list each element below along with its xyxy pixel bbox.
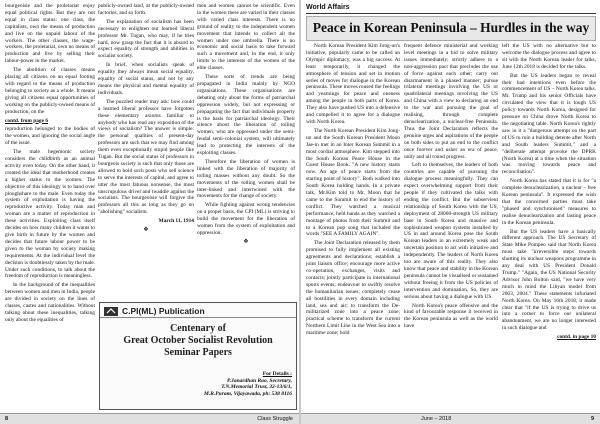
contact-address: T.N.Memorial Trust, 32-13/6/1, (221, 384, 292, 391)
paragraph: North Korea's peace offensive and the kind of favourable response it received in the Korean peninsula as well as the world have (404, 302, 498, 330)
contact-name: P.Janardhan Rao, Secretary, (227, 377, 292, 384)
right-column-2 (404, 43, 498, 403)
ad-title-line-3: Seminar Papers (164, 347, 232, 358)
publisher-name: C.PI(ML) Publication (122, 306, 205, 316)
paragraph: reproduction belonged to the bodies of the women, and ignoring the social angle of the issue. (5, 126, 95, 147)
paragraph: But the US leaders began to reveal their bad intentions even before the commencement of US – North Korea talks. Mr. Trump and his senior Officials have circulated the view that it is tough US policy towards North Korea, designed for pressure on China drove North Korea to the negotiating table. North Korea's rightly saw in it a "dangerous attempt on the part of US to ruin a building detente after North and South leaders Summit," and a "deliberate attempt provoke the DPRK (North Korea) at a time when the situation was moving towards peace and reconciliation". (502, 72, 596, 176)
paragraph: left the US with no alternative but to welcome the dialogue process and agree to sit with the North Korean leader for talks, June 12th 2018 is decided for the talks. (502, 43, 596, 70)
page-number: 9 (590, 416, 594, 422)
paragraph: In brief, when socialists speak of equality they always mean social equality, equality of social status, and not by any means the physical and mental equality of individuals. (98, 62, 194, 96)
section-separator-icon: ❖ (143, 227, 149, 234)
paragraph: bourgeoisie and the proletariat enjoy equal political rights. But they are not equal in class status: one class, the capitalists, own the means of production and live on the unpaid labour of the workers. The other classes, the wage-workers, the proletariat, own no means of production and live by selling their labour-power in the market. (5, 3, 95, 65)
right-column-1 (306, 43, 400, 403)
paragraph: These sorts of trends are being propagated in India mainly by NGO organisations. These organisations are debating only about the forms of patriarchal oppression widely, but not expressing or propagating the fact that individuals property is the basis for patriarchal ideology. Their silence about the liberation of toiling women, who are oppressed under the semi-feudal semi-colonial system, will ultimately lead to protecting the interests of the exploiting classes. (197, 74, 295, 157)
paragraph: The abolition of classes means placing all citizens on an equal footing with regard to the means of production belonging to society as a whole. It means giving all citizens equal opportunities of working on the publicly-owned means of production, on the (5, 67, 95, 115)
paragraph: Left to themselves, the leaders of both countries are capable of pursuing the dialogue process meaningfully. They can expect overwhelming support from their people if they cultivated the talks with ending the conflict. But the subservient relationship of South Korea with the US, deployment of 28000-strength US military base in South Korea and massive and sophisticated weapon systems installed by US in and around Korea pose the South Korean leaders in an extremely weak and uncertain position to act with initiative and independently. The leaders of North Korea too are aware of this reality. They also know that peace and stability in the Korean peninsula cannot be visualised or sustained without freeing it from the US policies of intervention and domination. So, they are serious about having a dialogue with US. (404, 162, 498, 300)
publication-advertisement (99, 302, 297, 410)
ad-contact-details (172, 371, 292, 397)
paragraph: men and women cannot be scientific. Even in the women there are varied in their classes with varied class interests. There is no ground of reality to the independent women movement that intends to collect all the women under one umbrella. There is no economic and social basis to take forward such a movement and, in the end, it only limits to the interests of the women of the elite classes. (197, 3, 295, 72)
ad-title-line-2: Great October Socialist Revolution (123, 335, 273, 346)
section-label: World Affairs (306, 4, 350, 11)
paragraph: But the US leaders have a basically different approach. The US Secretary of State Mike Pompeo said that North Korea must take "irreversible steps towards shutting its nuclear weapons programme in any deal with US President Donald Trump." "Again, the US National Security Advisor John Bolton said, "we have very much in mind the Libyan model from 2003, 2004." These statements infuriated North Korea. On May 16th 2018, it made clear that "if the US is trying to drive us into a corner to force our unilateral abandonment, we are no longer interested in such dialogue and (502, 228, 596, 332)
left-column-1 (5, 3, 95, 403)
continued-in-label: contd. in page 10 (557, 334, 596, 341)
right-page-footer (301, 413, 600, 424)
paragraph: The puzzled reader may ask: how could a learned liberal professor have forgotten these elementary axioms familiar to anybody who has read any exposition of the views of socialism? The answer is simple: the personal qualities of present-day professors are such that we may find among them even exceptionally stupid people like Tugan. But the social status of professors in bourgeois society is such that only those are allowed to hold such posts who sell science to serve the interests of capital, and agree to utter the most fatuous nonsense, the most unscrupulous drivel and twaddle against the socialists. The bourgeoisie will forgive the professors all this as long as they go on "abolishing" socialism. (98, 98, 194, 216)
paragraph: publicly-owned land, at the publicly-owned factories, and so forth. (98, 3, 194, 16)
page-number: 8 (5, 416, 9, 422)
paragraph: The North Korean President Kim Jong-un and the South Korean President Moon Jae-in met in an Inter Korean Summit in a most cordial atmosphere. Kim stepped into the South Korean Peace House in the Guest House Book. "A new history starts now. An age of peace starts from the starting point of history". Both walked into South Korea holding hands. In a private talk, Mr.Kim told to Mr. Moon that he came to the Summit to end the history of conflict. They watched a musical performance, held hands as they watched a montage of photos from their Summit and to a Korean pop song that included the words "SEE A FAMILY AGAIN". (306, 127, 400, 238)
section-rule (306, 13, 596, 14)
paragraph: The Joint Declaration released by them promised to fully implement all existing agreements and declarations; establish a joint liaison office; encourage more active co-operation, exchanges, visits and contacts; jointly participate in international sports events; endeavour to swiftly resolve the humanitarian issues; completely cease all hostilities in every domain including land, sea and air; to transform the De-militarized zone into a peace zone; practical scheme to transform the current Northern Limit Line in the West Sea into a maritime zone; hold (306, 240, 400, 337)
article-headline: Peace in Korean Peninsula – Hurdles in the way (312, 20, 590, 35)
paragraph: North Korean President Kim Jong-un's initiative, popularly came to be called an Olympic diplomacy, was a big success. At least temporarily, it changed the atmosphere of tension and set in motion series of moves for dialogue in the Korean peninsula. These moves roused the feelings and yearnings for peace and oneness among the people in both parts of Korea. They also have pushed US into a defensive and compelled it to agree for a dialogue with North Korea. (306, 43, 400, 125)
paragraph: While fighting against wrong tendencies on a proper basis, the CPI (ML) is striving to build the movement for the liberation of women from the system of exploitation and oppression. (197, 202, 295, 236)
contact-address-phone: M.R.Puram, Vijayawada, ph: 538 8116 (203, 390, 292, 397)
section-separator-icon: ❖ (243, 238, 249, 245)
article-date: March 11, 1914 (158, 218, 194, 225)
paragraph: The male hegemonic society considers the childbirth as an animal activity even today. On the other hand, it created the ideal that motherhood creates a higher status to the women. The objective of this ideology is to hand over ploughshare to the male. Even today the system of exploitation is having the reproductive activity. Today man and woman are a matter of reproduction in these activities. Exploiting class itself decides on how many children it wants to give birth in future by the women and decides that future labour power to be given to the woman by society making requirements. At the individual level the decision is doubtlessly taken by the male. Under such conditions, to talk about the freedom of reproduction is meaningless. (5, 149, 95, 280)
paragraph: The explanation of socialism has been necessary to enlighten our learned liberal professor Mr. Tugan, who may, if he tries hard, now grasp the fact that it is absurd to expect equality of strength and abilities in socialist society. (98, 18, 194, 60)
right-column-3 (502, 43, 596, 403)
left-column-2 (98, 3, 194, 234)
paragraph: North Korea has stated that it is for "a complete denuclearization, a nuclear – free Korean peninsula". It expressed the wish that the concerned parties must take "phased and synchronised" measures to realise denuclearization and lasting peace in the Korean peninsula. (502, 178, 596, 226)
paragraph: In the background of the inequalities between women and men in India, people are divided in society on the lines of classes, castes and nationalities. Without talking about these inequalities, talking only about the equalities of (5, 282, 95, 323)
left-page (0, 0, 299, 424)
ad-body (100, 317, 296, 408)
left-column-3 (197, 3, 295, 245)
paragraph: Therefore the liberation of women is linked with the liberation of majority of toiling masses without any doubt. So the movements of the toiling women shall be inter-linked and intertwined with the movements for the change of society. (197, 158, 295, 200)
party-logo-icon (104, 307, 118, 316)
continued-from-label: contd. from page 6 (5, 117, 49, 124)
left-page-footer (0, 413, 299, 424)
issue-date: June – 2018 (421, 416, 452, 422)
ad-title-line-1: Centenary of (170, 323, 226, 334)
headline-banner (306, 16, 596, 41)
paragraph: frequent defence ministerial and working level meetings in a bid to solve military issues immediately; strictly adhere to a non-aggression pact that precludes the use of force against each other; carry out disarmament in a phased manner; pursue trilateral meetings involving the US or quadrilateral meetings involving the US and China with a view to declaring an end to the war and pursuing the goal of realising, through complete denuclearization, a nuclear-free Peninsula. Thus the Joint Declaration reflects the genuine urges and aspirations of the people on both sides to put an end to the conflict once forever and usher an era of peace, unity and all round progress. (404, 43, 498, 160)
right-page (301, 0, 600, 424)
details-heading: For Details : (262, 371, 292, 377)
publication-name: Class Struggle (257, 416, 293, 422)
